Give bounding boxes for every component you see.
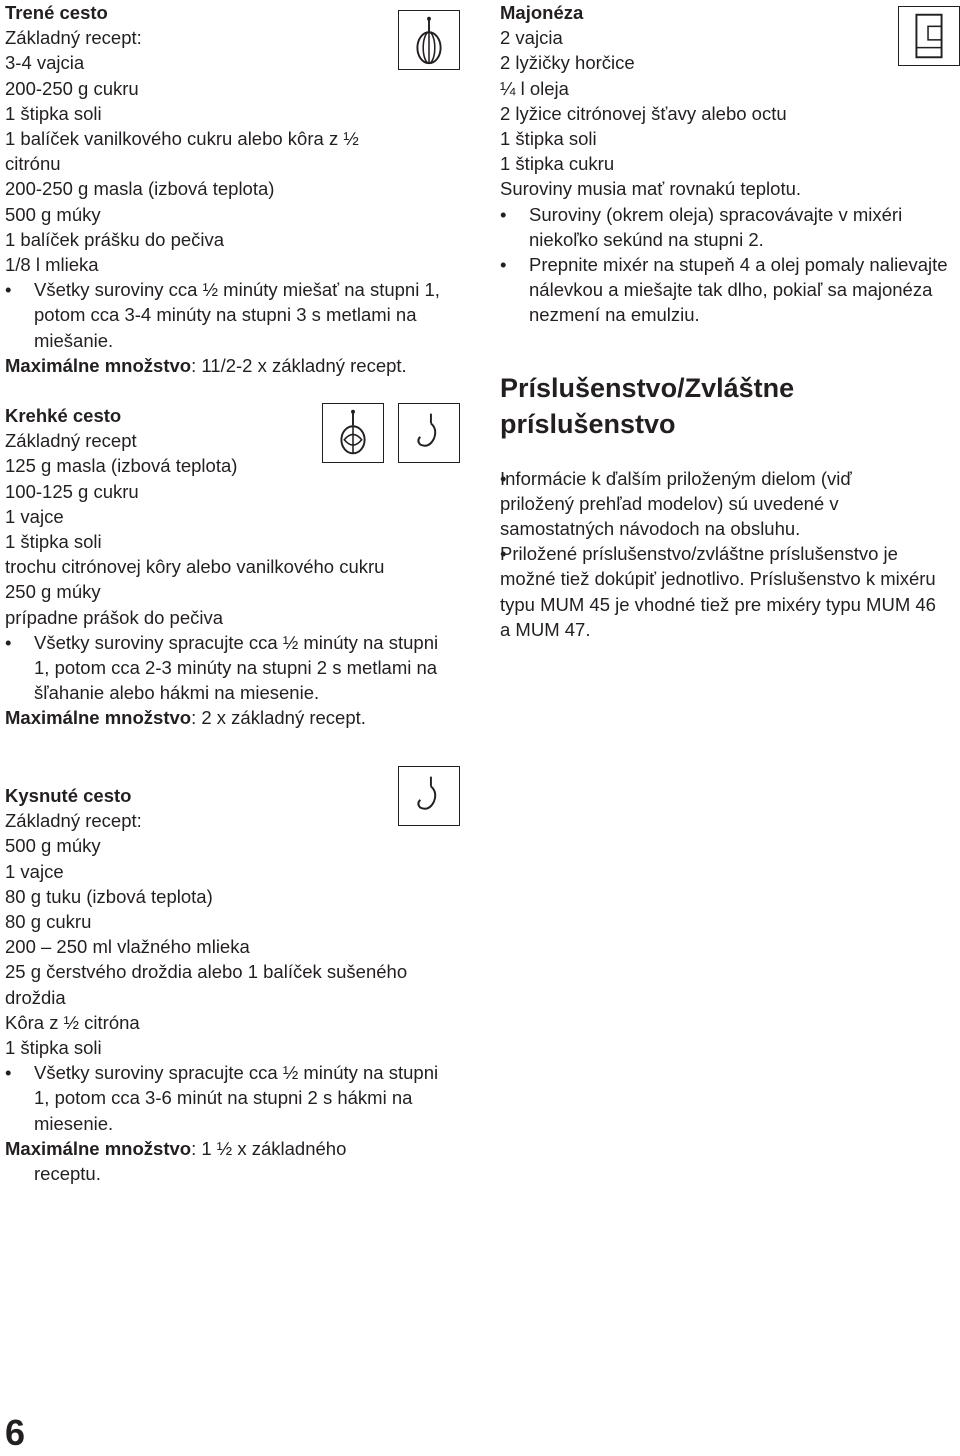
instruction-bullet: • Všetky suroviny spracujte cca ½ minúty na stupni 1, potom cca 2-3 minúty na stupni 2 s metlami na šľahanie alebo hákmi na miesenie. bbox=[5, 630, 444, 706]
instruction-bullet: • Prepnite mixér na stupeň 4 a olej pomaly nalievajte nálevkou a miešajte tak dlho, pokiaľ sa majonéza nezmení na emulziu. bbox=[500, 252, 959, 328]
ingredient-line: 1 štipka soli bbox=[5, 1037, 102, 1059]
max-amount-value: : 11/2-2 x základný recept. bbox=[191, 354, 407, 376]
ingredient-line: 1 balíček vanilkového cukru alebo kôra z ½ bbox=[5, 128, 359, 150]
ingredient-line: 1 štipka soli bbox=[5, 531, 102, 553]
ingredient-line: 1 štipka cukru bbox=[500, 153, 615, 175]
ingredient-line: trochu citrónovej kôry alebo vanilkového cukru bbox=[5, 556, 385, 578]
max-amount-value: : 1 ½ x základného receptu. bbox=[34, 1137, 347, 1185]
ingredient-line: ¼ l oleja bbox=[500, 77, 569, 99]
kneading-hook-icon bbox=[398, 766, 460, 826]
mixing-beater-icon bbox=[322, 403, 384, 463]
blender-icon bbox=[898, 6, 960, 66]
whisk-icon bbox=[398, 10, 460, 70]
ingredient-line: citrónu bbox=[5, 153, 61, 175]
ingredient-line: droždia bbox=[5, 986, 66, 1008]
max-amount-label: Maximálne množstvo bbox=[5, 354, 192, 376]
recipe-title: Majonéza bbox=[500, 2, 584, 23]
ingredient-line: 1 vajce bbox=[5, 860, 64, 882]
ingredient-line: 1/8 l mlieka bbox=[5, 254, 99, 276]
ingredient-line: 1 vajce bbox=[5, 505, 64, 527]
ingredient-line: 200 – 250 ml vlažného mlieka bbox=[5, 936, 250, 958]
section-heading bbox=[500, 370, 960, 442]
recipe-title: Kysnuté cesto bbox=[5, 785, 132, 806]
ingredient-line: Základný recept bbox=[5, 430, 137, 452]
ingredient-line: 200-250 g masla (izbová teplota) bbox=[5, 178, 275, 200]
page-number: 6 bbox=[5, 1412, 26, 1453]
max-amount bbox=[5, 705, 475, 730]
paragraph: • Informácie k ďalším priloženým dielom (viď priložený prehľad modelov) sú uvedené v samostatných návodoch na obsluhu. bbox=[500, 466, 920, 542]
ingredient-line: Základný recept: bbox=[5, 27, 142, 49]
max-amount bbox=[5, 1136, 414, 1186]
ingredient-line: 2 lyžičky horčice bbox=[500, 52, 635, 74]
section-heading-line: Príslušenstvo/Zvláštne bbox=[500, 372, 795, 403]
kneading-hook-icon bbox=[398, 403, 460, 463]
recipe-title: Trené cesto bbox=[5, 2, 108, 23]
max-amount-label: Maximálne množstvo bbox=[5, 1137, 192, 1159]
recipe-title: Krehké cesto bbox=[5, 405, 122, 426]
recipe-majoneza bbox=[500, 0, 960, 642]
ingredient-line: Suroviny musia mať rovnakú teplotu. bbox=[500, 178, 802, 200]
ingredient-line: 3-4 vajcia bbox=[5, 52, 85, 74]
ingredient-line: 500 g múky bbox=[5, 835, 101, 857]
section-heading-line: príslušenstvo bbox=[500, 408, 676, 439]
instruction-bullet: • Všetky suroviny spracujte cca ½ minúty na stupni 1, potom cca 3-6 minút na stupni 2 s hákmi na miesenie. bbox=[5, 1060, 449, 1136]
instruction-bullet: • Suroviny (okrem oleja) spracovávajte v mixéri niekoľko sekúnd na stupni 2. bbox=[500, 202, 959, 252]
ingredient-line: 100-125 g cukru bbox=[5, 480, 139, 502]
ingredient-line: Kôra z ½ citróna bbox=[5, 1011, 140, 1033]
ingredient-line: 200-250 g cukru bbox=[5, 77, 139, 99]
ingredient-line: 1 štipka soli bbox=[500, 128, 597, 150]
paragraph: • Priložené príslušenstvo/zvláštne príslušenstvo je možné tiež dokúpiť jednotlivo. Príslušenstvo k mixéru typu MUM 45 je vhodné tiež pre mixéry typu MUM 46 a MUM 47. bbox=[500, 541, 940, 642]
max-amount-label: Maximálne množstvo bbox=[5, 707, 192, 729]
ingredient-line: 80 g tuku (izbová teplota) bbox=[5, 885, 213, 907]
ingredient-line: 25 g čerstvého droždia alebo 1 balíček sušeného bbox=[5, 961, 408, 983]
ingredient-line: 500 g múky bbox=[5, 203, 101, 225]
max-amount bbox=[5, 353, 475, 378]
ingredient-line: 1 štipka soli bbox=[5, 102, 102, 124]
ingredient-line: prípadne prášok do pečiva bbox=[5, 606, 224, 628]
recipe-kysnute bbox=[5, 783, 475, 1186]
instruction-bullet: • Všetky suroviny cca ½ minúty miešať na stupni 1, potom cca 3-4 minúty na stupni 3 s metlami na miešanie. bbox=[5, 277, 449, 353]
ingredient-line: Základný recept: bbox=[5, 810, 142, 832]
ingredient-line: 1 balíček prášku do pečiva bbox=[5, 228, 225, 250]
ingredient-line: 125 g masla (izbová teplota) bbox=[5, 455, 238, 477]
ingredient-line: 80 g cukru bbox=[5, 911, 92, 933]
ingredient-line: 2 vajcia bbox=[500, 27, 563, 49]
ingredient-line: 2 lyžice citrónovej šťavy alebo octu bbox=[500, 102, 787, 124]
ingredient-line: 250 g múky bbox=[5, 581, 101, 603]
max-amount-value: : 2 x základný recept. bbox=[191, 707, 366, 729]
